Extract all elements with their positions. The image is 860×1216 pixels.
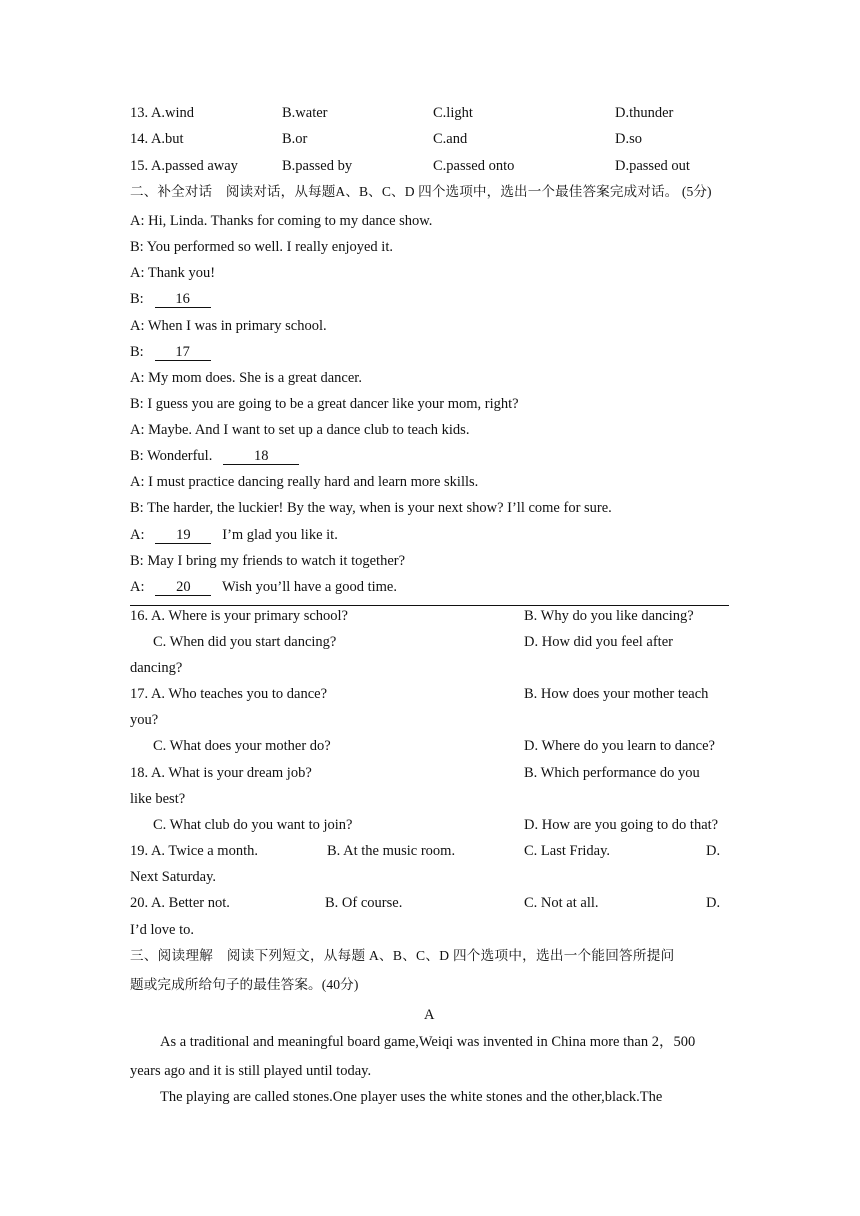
q15-option-d: D.passed out [615,158,690,174]
blank-17: 17 [155,344,211,361]
q20-option-c: C. Not at all. [524,895,599,911]
divider-line [130,605,729,606]
dialog-line-2: B: You performed so well. I really enjoyed it. [130,239,393,255]
dialog-line-6 [130,343,211,361]
blank-19: 19 [155,527,211,544]
q13-option-d: D.thunder [615,105,674,121]
q20-option-d-wrap: I’d love to. [130,922,195,938]
dialog-line-15 [130,578,397,596]
dialog-line-9: A: Maybe. And I want to set up a dance club to teach kids. [130,422,470,438]
dialog-line-1: A: Hi, Linda. Thanks for coming to my dance show. [130,213,433,229]
q19-option-c: C. Last Friday. [524,843,611,859]
dialog-line-3: A: Thank you! [130,265,216,281]
dialog-line-7: A: My mom does. She is a great dancer. [130,370,362,386]
q18-option-b-wrap: like best? [130,791,186,807]
q13-option-a: 13. A.wind [130,105,195,121]
speaker-b-wonderful: B: Wonderful. [130,448,213,464]
q14-option-a: 14. A.but [130,131,184,147]
q17-option-d: D. Where do you learn to dance? [524,738,715,754]
passage-title: A [424,1007,435,1023]
q16-option-b: B. Why do you like dancing? [524,608,694,624]
q18-option-d: D. How are you going to do that? [524,817,719,833]
q18-option-b: B. Which performance do you [524,765,700,781]
q17-option-c: C. What does your mother do? [153,738,331,754]
q16-option-c: C. When did you start dancing? [153,634,337,650]
speaker-b: B: [130,291,144,307]
dialog-line-12: B: The harder, the luckier! By the way, when is your next show? I’ll come for sure. [130,500,612,516]
dialog-line-13 [130,526,338,544]
blank-18: 18 [223,448,299,465]
q14-option-d: D.so [615,131,642,147]
blank-20: 20 [155,579,211,596]
dialog-line-8: B: I guess you are going to be a great dancer like your mom, right? [130,396,519,412]
speaker-a: A: [130,579,145,595]
q16-option-a: 16. A. Where is your primary school? [130,608,348,624]
q14-option-b: B.or [282,131,308,147]
passage-para-1-line-1: As a traditional and meaningful board game,Weiqi was invented in China more than 2，500 [160,1034,696,1050]
q19-option-d-wrap: Next Saturday. [130,869,217,885]
q20-option-a: 20. A. Better not. [130,895,230,911]
q18-option-a: 18. A. What is your dream job? [130,765,312,781]
q14-option-c: C.and [433,131,468,147]
section3-heading-line-1: 三、阅读理解 阅读下列短文，从每题 A、B、C、D 四个选项中，选出一个能回答所提问 [130,948,675,963]
q19-option-b: B. At the music room. [327,843,456,859]
q19-option-d: D. [706,843,721,859]
q17-option-b: B. How does your mother teach [524,686,709,702]
q19-option-a: 19. A. Twice a month. [130,843,258,859]
q20-option-d: D. [706,895,721,911]
q18-option-c: C. What club do you want to join? [153,817,353,833]
speaker-b: B: [130,344,144,360]
passage-para-2-line-1: The playing are called stones.One player uses the white stones and the other,black.The [160,1089,663,1105]
q17-option-b-wrap: you? [130,712,159,728]
section2-heading: 二、补全对话 阅读对话，从每题A、B、C、D 四个选项中，选出一个最佳答案完成对话。 (5分) [130,184,712,199]
q13-option-b: B.water [282,105,328,121]
dialog-line-10 [130,447,299,465]
q17-option-a: 17. A. Who teaches you to dance? [130,686,328,702]
dialog-line-13-text: I’m glad you like it. [222,527,338,543]
section3-heading-line-2: 题或完成所给句子的最佳答案。(40分) [130,977,359,992]
dialog-line-11: A: I must practice dancing really hard and learn more skills. [130,474,479,490]
q20-option-b: B. Of course. [325,895,403,911]
dialog-line-14: B: May I bring my friends to watch it together? [130,553,406,569]
blank-16: 16 [155,291,211,308]
speaker-a: A: [130,527,145,543]
q16-option-d-wrap: dancing? [130,660,183,676]
dialog-line-15-text: Wish you’ll have a good time. [222,579,397,595]
q15-option-a: 15. A.passed away [130,158,238,174]
q15-option-b: B.passed by [282,158,353,174]
q15-option-c: C.passed onto [433,158,515,174]
passage-para-1-line-2: years ago and it is still played until today. [130,1063,372,1079]
q16-option-d: D. How did you feel after [524,634,673,650]
dialog-line-5: A: When I was in primary school. [130,318,327,334]
q13-option-c: C.light [433,105,473,121]
dialog-line-4 [130,290,211,308]
